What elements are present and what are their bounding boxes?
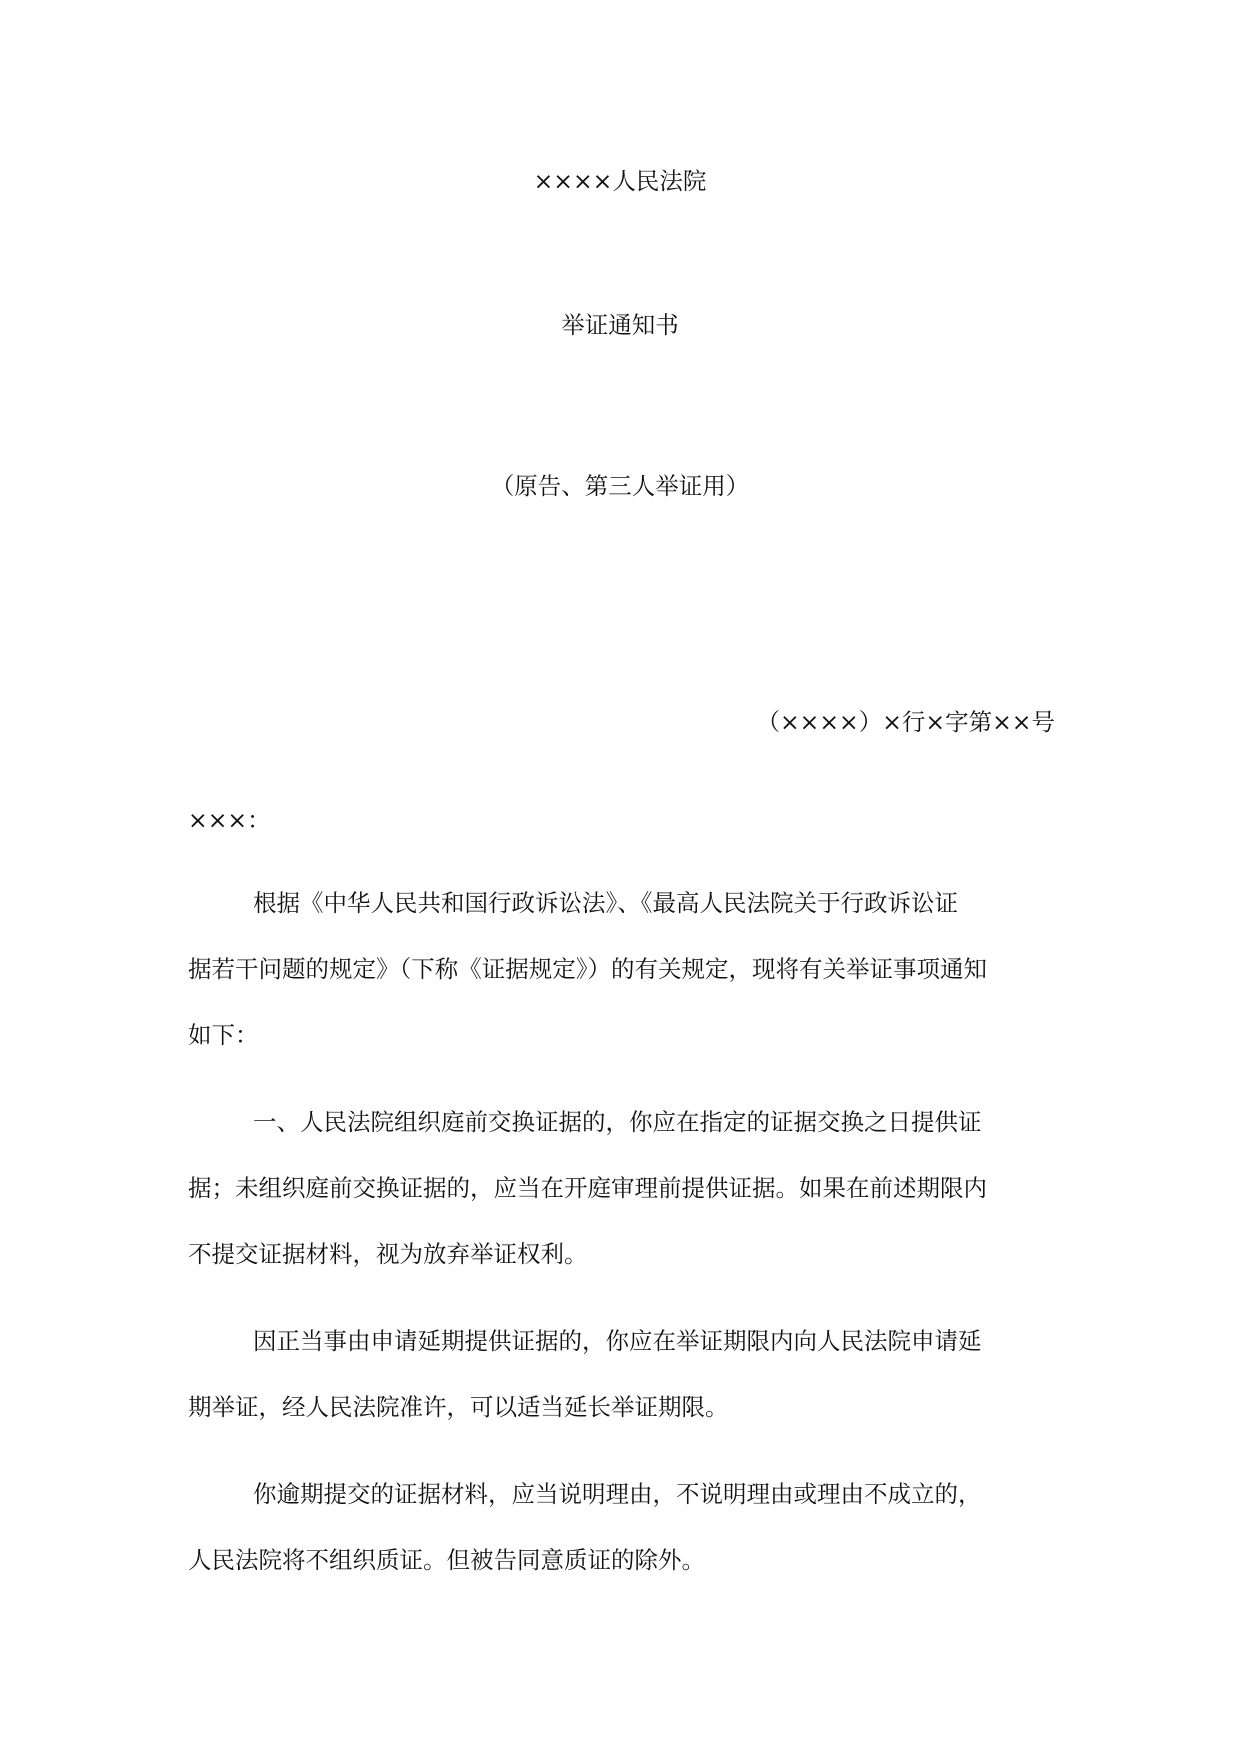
court-name: ××××人民法院 bbox=[533, 167, 707, 195]
paragraph-line: 根据《中华人民共和国行政诉讼法》、《最高人民法院关于行政诉讼证 bbox=[253, 889, 958, 917]
paragraph-line: 不提交证据材料，视为放弃举证权利。 bbox=[188, 1240, 588, 1268]
paragraph-line: 如下： bbox=[188, 1021, 259, 1049]
paragraph-line: 据若干问题的规定》（下称《证据规定》）的有关规定，现将有关举证事项通知 bbox=[188, 955, 987, 983]
paragraph-line: 因正当事由申请延期提供证据的，你应在举证期限内向人民法院申请延 bbox=[253, 1327, 982, 1355]
document-subtitle: （原告、第三人举证用） bbox=[490, 472, 750, 500]
document-title: 举证通知书 bbox=[561, 311, 679, 339]
paragraph-line: 你逾期提交的证据材料，应当说明理由，不说明理由或理由不成立的， bbox=[253, 1480, 982, 1508]
paragraph-line: 一、人民法院组织庭前交换证据的，你应在指定的证据交换之日提供证 bbox=[253, 1108, 982, 1136]
addressee: ×××： bbox=[188, 806, 271, 834]
paragraph-line: 期举证，经人民法院准许，可以适当延长举证期限。 bbox=[188, 1393, 729, 1421]
paragraph-line: 人民法院将不组织质证。但被告同意质证的除外。 bbox=[188, 1546, 705, 1574]
case-number: （××××）×行×字第××号 bbox=[756, 708, 1055, 736]
paragraph-line: 据；未组织庭前交换证据的，应当在开庭审理前提供证据。如果在前述期限内 bbox=[188, 1174, 987, 1202]
